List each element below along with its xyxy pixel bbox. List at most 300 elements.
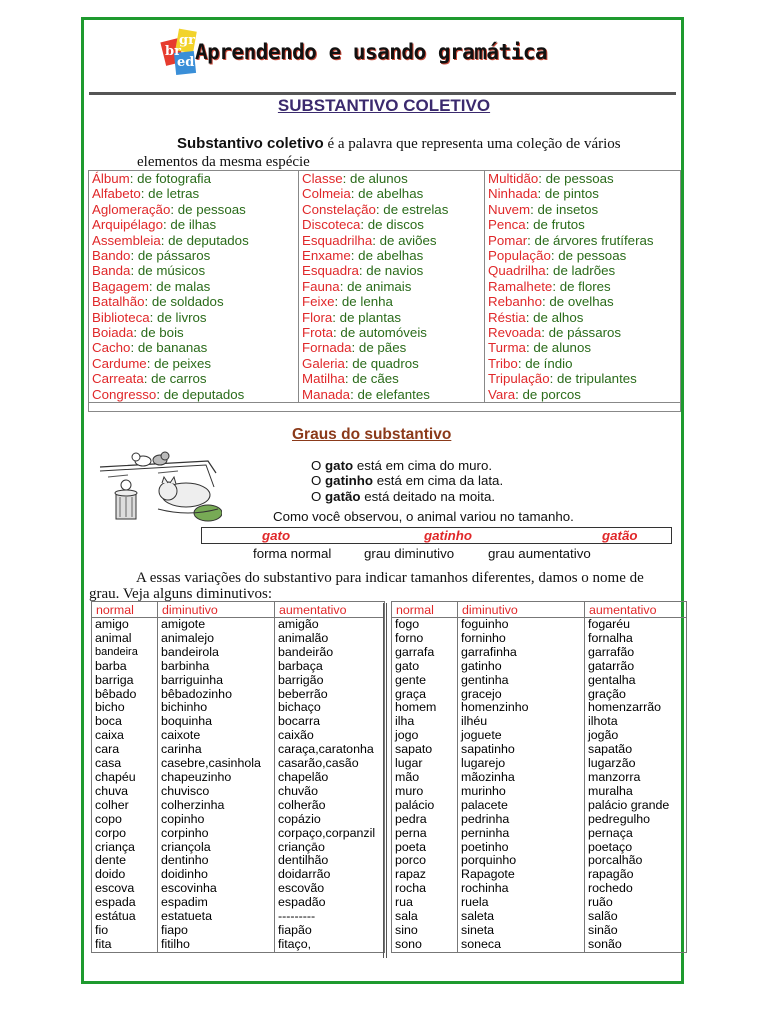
word-cell: sapatinho	[461, 742, 515, 757]
collective-meaning: : de bananas	[130, 340, 208, 356]
word-cell: carinha	[161, 742, 202, 757]
word-cell: chuva	[95, 783, 129, 798]
word-cell: chuvão	[278, 783, 318, 798]
collective-meaning: : de pássaros	[130, 248, 211, 264]
word-cell: ilhota	[588, 714, 618, 729]
word-cell: dentilhão	[278, 853, 329, 868]
word-cell: palacete	[461, 797, 508, 812]
collective-meaning: : de deputados	[160, 232, 249, 248]
word-cell: criançāo	[278, 839, 325, 854]
collective-column-2	[299, 171, 485, 403]
word-cell: rapaz	[395, 867, 426, 882]
intro-text	[137, 135, 677, 171]
logo-letter: gr	[179, 33, 195, 48]
word-cell: ruão	[588, 895, 613, 910]
collective-column-1	[89, 171, 299, 403]
word-cell: gracejo	[461, 686, 502, 701]
word-cell: beberrão	[278, 686, 328, 701]
collective-meaning: : de ilhas	[162, 217, 217, 233]
collective-meaning: : de aviões	[372, 232, 437, 248]
word-cell: garrafa	[395, 644, 435, 659]
collective-meaning: : de plantas	[332, 309, 402, 325]
word-cell: lugarzão	[588, 756, 636, 771]
collective-word: Colmeia	[302, 186, 351, 202]
word-cell: palácio	[395, 797, 435, 812]
word-cell: mãozinha	[461, 769, 515, 784]
collective-entry	[488, 340, 680, 355]
collective-entry	[302, 387, 484, 402]
collective-meaning: : de músicos	[130, 263, 206, 279]
word-cell: gato	[395, 658, 420, 673]
sentence: O gatão está deitado na moita.	[311, 488, 496, 504]
word-cell: fogaréu	[588, 617, 631, 631]
collective-meaning: : de soldados	[144, 294, 224, 310]
word-cell: sineta	[461, 922, 495, 937]
collective-word: Feixe	[302, 294, 335, 310]
banner-title: Aprendendo e usando gramática	[195, 40, 548, 64]
collective-entry	[92, 171, 298, 186]
word-cell: forno	[395, 630, 424, 645]
word-cell: perna	[395, 825, 427, 840]
word-cell: fogo	[395, 617, 420, 631]
collective-word: Manada	[302, 386, 351, 402]
collective-word: Boiada	[92, 325, 134, 341]
word-cell: corpaço,corpanzil	[278, 825, 376, 840]
collective-entry	[488, 325, 680, 340]
word-cell: sala	[395, 909, 418, 924]
word-cell: gatarrão	[588, 658, 635, 673]
word-cell: sapato	[395, 742, 433, 757]
word-cell: homenzinho	[461, 700, 529, 715]
word-cell: mão	[395, 769, 420, 784]
word-cell: bocarra	[278, 714, 321, 729]
word-cell: bandeirão	[278, 644, 334, 659]
collective-word: População	[488, 248, 551, 264]
column-header: diminutivo	[158, 602, 275, 618]
collective-entry	[92, 233, 298, 248]
collective-meaning: : de deputados	[156, 386, 245, 402]
word-cell: fita	[95, 936, 112, 951]
word-cell: sonão	[588, 936, 622, 951]
collective-meaning: : de ladrões	[545, 263, 616, 279]
word-cell: graça	[395, 686, 426, 701]
intro-term: Substantivo coletivo	[177, 135, 324, 152]
word-cell: pedregulho	[588, 811, 651, 826]
word-cell: fornalha	[588, 630, 633, 645]
word-cell: corpinho	[161, 825, 209, 840]
collective-entry	[92, 371, 298, 386]
word-cell: fiapo	[161, 922, 188, 937]
collective-entry	[302, 294, 484, 309]
word-cell: bicho	[95, 700, 125, 715]
collective-word: Alfabeto	[92, 186, 141, 202]
word-cell: rochinha	[461, 881, 509, 896]
word-cell: barbaça	[278, 658, 323, 673]
word-cell: ---------	[278, 909, 316, 924]
collective-meaning: : de pássaros	[541, 325, 622, 341]
column-header: aumentativo	[585, 602, 687, 618]
collective-entry	[488, 356, 680, 371]
word-cell: rua	[395, 895, 413, 910]
word-cell: ruela	[461, 895, 489, 910]
word-cell: chuvisco	[161, 783, 210, 798]
collective-entry	[488, 371, 680, 386]
word-cell: bêbado	[95, 686, 137, 701]
word-cell: criança	[95, 839, 135, 854]
collective-meaning: : de bois	[133, 325, 184, 341]
word-cell: Rapagote	[461, 867, 515, 882]
word-cell: estátua	[95, 909, 136, 924]
collective-table	[88, 170, 681, 403]
collective-entry	[302, 279, 484, 294]
collective-word: Bando	[92, 248, 131, 264]
word-cell: barba	[95, 658, 127, 673]
word-cell: amigão	[278, 617, 319, 631]
collective-word: Revoada	[488, 325, 542, 341]
collective-entry	[488, 248, 680, 263]
word-cell: garrafinha	[461, 644, 517, 659]
collective-entry	[302, 371, 484, 386]
degree-label-augmentative: grau aumentativo	[488, 546, 591, 561]
word-cell: fiapão	[278, 922, 312, 937]
collective-meaning: : de frutos	[525, 217, 585, 233]
collective-entry	[302, 186, 484, 201]
collective-entry	[302, 310, 484, 325]
word-cell: estatueta	[161, 909, 212, 924]
word-cell: soneca	[461, 936, 501, 951]
diminutive-table-left	[91, 601, 385, 953]
word-cell: manzorra	[588, 769, 641, 784]
collective-word: Batalhão	[92, 294, 145, 310]
word-cell: dente	[95, 853, 127, 868]
word-cell: boquinha	[161, 714, 212, 729]
word-cell: salão	[588, 909, 618, 924]
word-cell: amigo	[95, 617, 129, 631]
observation-text: Como você observou, o animal variou no tamanho.	[273, 509, 574, 524]
collective-meaning: : de elefantes	[350, 386, 430, 402]
word-cell: jogão	[588, 728, 619, 743]
collective-word: Discoteca	[302, 217, 361, 233]
collective-entry	[488, 217, 680, 232]
collective-word: Esquadrilha	[302, 232, 373, 248]
collective-meaning: : de automóveis	[333, 325, 427, 341]
degree-word-normal: gato	[262, 528, 291, 543]
collective-word: Ramalhete	[488, 278, 553, 294]
word-cell: fitilho	[161, 936, 190, 951]
collective-meaning: : de alhos	[525, 309, 584, 325]
collective-meaning: : de tripulantes	[549, 371, 637, 387]
column-header: aumentativo	[275, 602, 385, 618]
word-cell: bichinho	[161, 700, 208, 715]
collective-word: Pomar	[488, 232, 528, 248]
collective-entry	[302, 217, 484, 232]
collective-word: Penca	[488, 217, 526, 233]
collective-entry	[92, 340, 298, 355]
collective-word: Galeria	[302, 355, 345, 371]
degree-label-diminutive: grau diminutivo	[364, 546, 455, 561]
cats-illustration	[98, 447, 222, 523]
collective-meaning: : de animais	[339, 278, 412, 294]
column-header: normal	[92, 602, 158, 618]
collective-entry	[92, 279, 298, 294]
word-cell: poetinho	[461, 839, 509, 854]
word-cell: bandeira	[95, 645, 138, 658]
word-cell: ilhéu	[461, 714, 488, 729]
logo-letter: ed	[177, 55, 195, 70]
augmentative-column	[275, 618, 385, 953]
collective-word: Matilha	[302, 371, 345, 387]
collective-meaning: : de letras	[140, 186, 200, 202]
collective-word: Nuvem	[488, 201, 531, 217]
column-header: diminutivo	[458, 602, 585, 618]
word-cell: homenzarrão	[588, 700, 662, 715]
degree-words-box	[201, 527, 672, 544]
table-spacer-row	[88, 403, 681, 412]
word-cell: casarão,casão	[278, 756, 359, 771]
word-cell: gração	[588, 686, 626, 701]
word-cell: animal	[95, 630, 132, 645]
word-cell: dentinho	[161, 853, 209, 868]
degree-label-normal: forma normal	[253, 546, 332, 561]
word-cell: muralha	[588, 783, 633, 798]
collective-meaning: : de peixes	[146, 355, 211, 371]
word-cell: casa	[95, 756, 122, 771]
word-cell: barriguinha	[161, 672, 223, 687]
collective-column-3	[485, 171, 681, 403]
word-cell: rocha	[395, 881, 426, 896]
intro-line2: elementos da mesma espécie	[137, 154, 310, 170]
collective-entry	[92, 217, 298, 232]
collective-entry	[92, 356, 298, 371]
word-cell: bichaço	[278, 700, 321, 715]
word-cell: forninho	[461, 630, 506, 645]
degree-paragraph: A essas variações do substantivo para indicar tamanhos diferentes, damos o nome de grau. Veja alguns diminutivos:	[89, 570, 644, 602]
collective-meaning: : de quadros	[344, 355, 419, 371]
collective-word: Fauna	[302, 278, 340, 294]
collective-entry	[302, 233, 484, 248]
word-cell: garrafão	[588, 644, 635, 659]
word-cell: copo	[95, 811, 122, 826]
collective-word: Esquadra	[302, 263, 359, 279]
collective-entry	[488, 279, 680, 294]
word-cell: caixote	[161, 728, 201, 743]
word-cell: ilha	[395, 714, 415, 729]
collective-word: Arquipélago	[92, 217, 163, 233]
word-cell: jogo	[395, 728, 419, 743]
header-rule	[89, 92, 676, 95]
word-cell: amigote	[161, 617, 206, 631]
word-cell: copinho	[161, 811, 205, 826]
word-cell: criançola	[161, 839, 211, 854]
collective-word: Tribo	[488, 355, 518, 371]
collective-word: Banda	[92, 263, 131, 279]
collective-entry	[488, 263, 680, 278]
word-cell: doido	[95, 867, 126, 882]
collective-meaning: : de pães	[351, 340, 407, 356]
diminutive-table-right	[391, 601, 687, 953]
collective-word: Congresso	[92, 386, 157, 402]
augmentative-column	[585, 618, 687, 953]
word-cell: sino	[395, 922, 418, 937]
word-cell: perninha	[461, 825, 510, 840]
word-cell: cara	[95, 742, 120, 757]
word-cell: colherzinha	[161, 797, 225, 812]
collective-entry	[92, 325, 298, 340]
word-cell: boca	[95, 714, 122, 729]
word-cell: joguete	[461, 728, 502, 743]
word-cell: copázio	[278, 811, 321, 826]
diminutive-column	[458, 618, 585, 953]
word-cell: palácio grande	[588, 797, 670, 812]
word-cell: casebre,casinhola	[161, 756, 261, 771]
collective-meaning: : de pintos	[537, 186, 599, 202]
word-cell: barriga	[95, 672, 134, 687]
collective-entry	[92, 387, 298, 402]
word-cell: poeta	[395, 839, 427, 854]
collective-entry	[488, 171, 680, 186]
word-cell: corpo	[95, 825, 126, 840]
word-cell: animalejo	[161, 630, 215, 645]
diminutive-column	[158, 618, 275, 953]
sentence: O gato está em cima do muro.	[311, 458, 493, 473]
word-cell: caixa	[95, 728, 124, 743]
example-sentences	[311, 458, 503, 504]
collective-word: Flora	[302, 309, 333, 325]
collective-entry	[488, 294, 680, 309]
collective-entry	[302, 202, 484, 217]
word-cell: gente	[395, 672, 427, 687]
collective-meaning: : de fotografia	[129, 171, 212, 186]
collective-word: Turma	[488, 340, 526, 356]
word-cell: colherão	[278, 797, 326, 812]
word-cell: homem	[395, 700, 437, 715]
word-cell: espadim	[161, 895, 208, 910]
word-cell: barrigão	[278, 672, 324, 687]
word-cell: bandeirola	[161, 644, 219, 659]
word-cell: porcalhão	[588, 853, 643, 868]
word-cell: escovinha	[161, 881, 217, 896]
collective-entry	[302, 356, 484, 371]
collective-word: Constelação	[302, 201, 376, 217]
collective-meaning: : de carros	[143, 371, 207, 387]
word-cell: barbinha	[161, 658, 210, 673]
word-cell: chapéu	[95, 769, 136, 784]
intro-definition: é a palavra que representa uma coleção de vários	[323, 136, 621, 152]
collective-entry	[488, 310, 680, 325]
collective-meaning: : de abelhas	[350, 186, 424, 202]
collective-word: Classe	[302, 171, 343, 186]
word-cell: animalão	[278, 630, 329, 645]
word-cell: pedrinha	[461, 811, 510, 826]
word-cell: escova	[95, 881, 135, 896]
collective-word: Assembleia	[92, 232, 161, 248]
sentence: O gatinho está em cima da lata.	[311, 473, 504, 489]
collective-entry	[92, 263, 298, 278]
collective-meaning: : de índio	[517, 355, 573, 371]
collective-entry	[302, 325, 484, 340]
collective-entry	[302, 340, 484, 355]
collective-word: Enxame	[302, 248, 351, 264]
collective-meaning: : de alunos	[342, 171, 408, 186]
degree-word-augmentative: gatão	[602, 528, 638, 543]
collective-word: Multidão	[488, 171, 539, 186]
word-cell: escovão	[278, 881, 325, 896]
collective-entry	[92, 202, 298, 217]
collective-meaning: : de alunos	[525, 340, 591, 356]
word-cell: muro	[395, 783, 424, 798]
word-cell: espada	[95, 895, 136, 910]
normal-column	[392, 618, 458, 953]
collective-entry	[302, 263, 484, 278]
collective-meaning: : de abelhas	[350, 248, 424, 264]
word-cell: sinão	[588, 922, 618, 937]
word-cell: porquinho	[461, 853, 517, 868]
word-cell: gentalha	[588, 672, 636, 687]
collective-meaning: : de ovelhas	[541, 294, 614, 310]
word-cell: caixão	[278, 728, 314, 743]
collective-meaning: : de pessoas	[170, 201, 246, 217]
collective-entry	[302, 248, 484, 263]
collective-entry	[92, 186, 298, 201]
collective-word: Bagagem	[92, 278, 149, 294]
collective-entry	[92, 294, 298, 309]
collective-word: Ninhada	[488, 186, 538, 202]
collective-meaning: : de lenha	[334, 294, 393, 310]
collective-meaning: : de insetos	[530, 201, 599, 217]
collective-entry	[488, 202, 680, 217]
collective-meaning: : de árvores frutíferas	[527, 232, 654, 248]
word-cell: sapatão	[588, 742, 633, 757]
word-cell: gentinha	[461, 672, 509, 687]
word-cell: porco	[395, 853, 426, 868]
word-cell: poetaço	[588, 839, 633, 854]
word-cell: sono	[395, 936, 422, 951]
collective-entry	[92, 248, 298, 263]
collective-meaning: : de navios	[358, 263, 424, 279]
word-cell: pernaça	[588, 825, 633, 840]
word-cell: fio	[95, 922, 109, 937]
word-cell: pedra	[395, 811, 427, 826]
collective-meaning: : de malas	[148, 278, 211, 294]
word-cell: espadão	[278, 895, 326, 910]
collective-word: Vara	[488, 386, 516, 402]
collective-word: Réstia	[488, 309, 526, 325]
word-cell: lugar	[395, 756, 423, 771]
collective-meaning: : de pessoas	[550, 248, 627, 264]
word-cell: rapagão	[588, 867, 634, 882]
word-cell: lugarejo	[461, 756, 506, 771]
collective-entry	[92, 310, 298, 325]
word-cell: caraça,caratonha	[278, 742, 374, 757]
logo-blocks-icon	[163, 30, 197, 76]
word-cell: fitaço,	[278, 936, 312, 951]
word-cell: chapelão	[278, 769, 329, 784]
collective-meaning: : de discos	[360, 217, 424, 233]
section-title-graus: Graus do substantivo	[292, 426, 452, 443]
collective-word: Cacho	[92, 340, 131, 356]
word-cell: foguinho	[461, 617, 509, 631]
collective-word: Quadrilha	[488, 263, 546, 279]
word-cell: chapeuzinho	[161, 769, 232, 784]
collective-word: Biblioteca	[92, 309, 150, 325]
collective-meaning: : de pessoas	[538, 171, 614, 186]
normal-column	[92, 618, 158, 953]
collective-entry	[488, 233, 680, 248]
collective-meaning: : de porcos	[515, 386, 581, 402]
section-title-coletivo: SUBSTANTIVO COLETIVO	[277, 96, 491, 115]
degree-word-diminutive: gatinho	[424, 528, 473, 543]
word-cell: gatinho	[461, 658, 502, 673]
